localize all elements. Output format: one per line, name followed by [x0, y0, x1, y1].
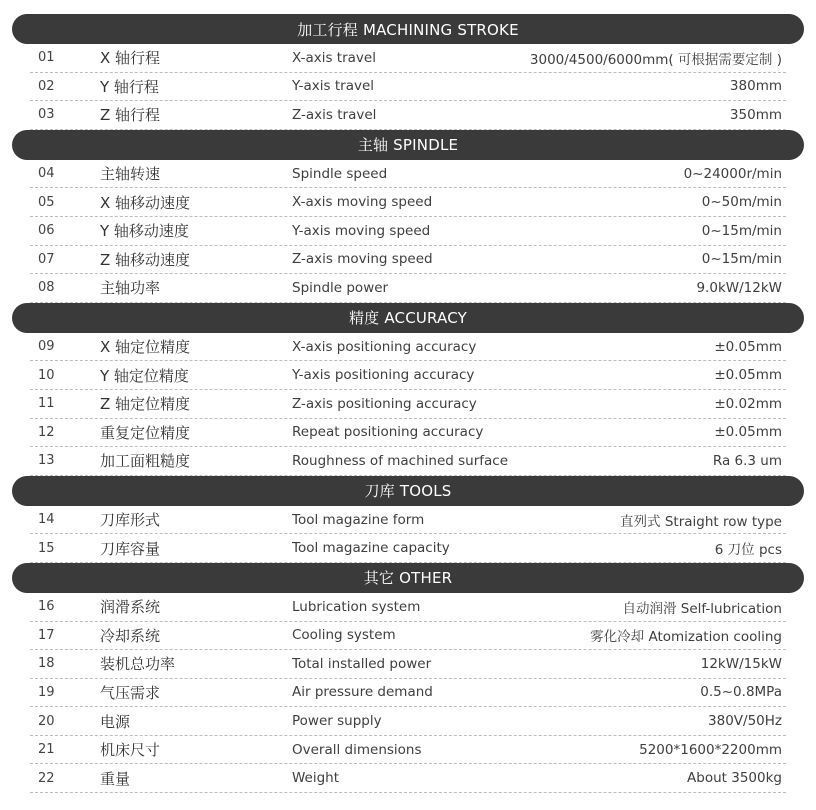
- row-label-en: X-axis positioning accuracy: [292, 338, 477, 355]
- spec-row: [30, 736, 786, 765]
- row-label-en: Lubrication system: [292, 598, 421, 615]
- spec-row: [30, 506, 786, 535]
- row-number: 19: [38, 684, 55, 700]
- row-value: 0.5~0.8MPa: [700, 684, 782, 701]
- row-label-en: Z-axis moving speed: [292, 251, 433, 268]
- spec-row: [30, 160, 786, 189]
- section-rows-other: [30, 593, 786, 793]
- section-rows-tools: [30, 506, 786, 563]
- row-value: 直列式 Straight row type: [620, 513, 782, 530]
- row-label-cn: 主轴功率: [100, 279, 161, 298]
- row-number: 04: [38, 166, 55, 182]
- row-label-cn: 主轴转速: [100, 165, 161, 184]
- row-label-cn: Z 轴定位精度: [100, 395, 191, 414]
- spec-row: [30, 333, 786, 362]
- row-label-en: Cooling system: [292, 627, 396, 644]
- spec-row: [30, 390, 786, 419]
- row-label-cn: 冷却系统: [100, 626, 161, 645]
- row-value: 380mm: [729, 78, 782, 95]
- row-label-cn: 润滑系统: [100, 598, 161, 617]
- spec-row: [30, 650, 786, 679]
- row-number: 01: [38, 50, 55, 66]
- row-value: 3000/4500/6000mm( 可根据需要定制 ): [529, 51, 782, 68]
- spec-row: [30, 764, 786, 793]
- row-label-cn: X 轴行程: [100, 49, 161, 68]
- row-label-cn: 装机总功率: [100, 655, 176, 674]
- row-number: 12: [38, 424, 55, 440]
- section-rows-accuracy: [30, 333, 786, 476]
- row-value: ±0.05mm: [714, 424, 782, 441]
- row-number: 03: [38, 107, 55, 123]
- row-number: 06: [38, 223, 55, 239]
- row-label-en: Roughness of machined surface: [292, 452, 509, 469]
- row-value: 0~15m/min: [701, 222, 782, 239]
- section-header-machining-stroke: 加工行程 MACHINING STROKE: [12, 14, 804, 44]
- spec-row: [30, 101, 786, 130]
- row-number: 16: [38, 599, 55, 615]
- spec-row: [30, 622, 786, 651]
- row-label-en: Y-axis moving speed: [292, 222, 431, 239]
- row-label-en: Power supply: [292, 713, 382, 730]
- row-value: 380V/50Hz: [708, 713, 782, 730]
- row-value: About 3500kg: [687, 770, 782, 787]
- row-value: 5200*1600*2200mm: [639, 741, 782, 758]
- row-number: 22: [38, 770, 55, 786]
- row-value: 9.0kW/12kW: [696, 279, 782, 296]
- row-number: 08: [38, 280, 55, 296]
- row-label-en: Total installed power: [292, 655, 432, 672]
- row-value: ±0.05mm: [714, 338, 782, 355]
- row-label-en: Weight: [292, 770, 340, 787]
- row-label-en: Y-axis positioning accuracy: [292, 367, 475, 384]
- row-label-cn: Y 轴移动速度: [100, 222, 189, 241]
- row-value: 0~15m/min: [701, 251, 782, 268]
- row-label-en: Air pressure demand: [292, 684, 433, 701]
- row-value: ±0.02mm: [714, 395, 782, 412]
- row-label-en: Repeat positioning accuracy: [292, 424, 484, 441]
- row-value: 350mm: [729, 106, 782, 123]
- row-label-cn: 刀库容量: [100, 539, 161, 558]
- spec-row: [30, 73, 786, 102]
- row-value: 雾化冷却 Atomization cooling: [590, 629, 782, 646]
- row-number: 14: [38, 512, 55, 528]
- section-header-other: 其它 OTHER: [12, 563, 804, 593]
- section-header-tools: 刀库 TOOLS: [12, 476, 804, 506]
- row-label-en: X-axis moving speed: [292, 194, 433, 211]
- row-value: Ra 6.3 um: [712, 452, 782, 469]
- row-value: ±0.05mm: [714, 367, 782, 384]
- row-label-cn: 刀库形式: [100, 511, 161, 530]
- section-header-accuracy: 精度 ACCURACY: [12, 303, 804, 333]
- spec-row: [30, 44, 786, 73]
- row-label-en: Y-axis travel: [292, 78, 375, 95]
- row-label-en: Z-axis positioning accuracy: [292, 395, 477, 412]
- spec-row: [30, 274, 786, 303]
- row-number: 05: [38, 194, 55, 210]
- row-label-en: Tool magazine form: [292, 511, 425, 528]
- row-label-en: Z-axis travel: [292, 106, 377, 123]
- row-label-en: Spindle power: [292, 279, 389, 296]
- row-number: 10: [38, 367, 55, 383]
- row-label-cn: 机床尺寸: [100, 741, 161, 760]
- row-label-cn: 加工面粗糙度: [100, 452, 191, 471]
- row-label-en: Overall dimensions: [292, 741, 422, 758]
- spec-row: [30, 447, 786, 476]
- spec-row: [30, 534, 786, 563]
- spec-row: [30, 419, 786, 448]
- row-label-cn: Y 轴行程: [100, 77, 159, 96]
- row-number: 21: [38, 742, 55, 758]
- section-rows-spindle: [30, 160, 786, 303]
- row-label-cn: X 轴定位精度: [100, 338, 191, 357]
- row-number: 09: [38, 339, 55, 355]
- row-number: 20: [38, 713, 55, 729]
- row-label-cn: 重复定位精度: [100, 423, 191, 442]
- spec-row: [30, 361, 786, 390]
- spec-row: [30, 246, 786, 275]
- section-header-spindle: 主轴 SPINDLE: [12, 130, 804, 160]
- row-number: 15: [38, 540, 55, 556]
- row-label-cn: X 轴移动速度: [100, 193, 191, 212]
- row-number: 02: [38, 78, 55, 94]
- row-number: 11: [38, 396, 55, 412]
- row-label-cn: 气压需求: [100, 683, 161, 702]
- row-label-cn: Z 轴移动速度: [100, 250, 191, 269]
- row-value: 12kW/15kW: [700, 655, 782, 672]
- row-value: 自动润滑 Self-lubrication: [622, 600, 782, 617]
- row-number: 17: [38, 627, 55, 643]
- row-label-en: Spindle speed: [292, 165, 388, 182]
- row-number: 18: [38, 656, 55, 672]
- row-label-cn: Z 轴行程: [100, 106, 161, 125]
- spec-row: [30, 188, 786, 217]
- row-label-en: X-axis travel: [292, 49, 376, 66]
- row-number: 07: [38, 251, 55, 267]
- row-value: 6 刀位 pcs: [714, 542, 782, 559]
- row-label-cn: 电源: [100, 712, 131, 731]
- spec-row: [30, 217, 786, 246]
- section-rows-machining-stroke: [30, 44, 786, 130]
- row-label-cn: Y 轴定位精度: [100, 366, 189, 385]
- row-label-cn: 重量: [100, 769, 131, 788]
- row-value: 0~24000r/min: [683, 165, 782, 182]
- spec-row: [30, 707, 786, 736]
- row-label-en: Tool magazine capacity: [292, 540, 450, 557]
- row-value: 0~50m/min: [701, 194, 782, 211]
- row-number: 13: [38, 453, 55, 469]
- spec-row: [30, 593, 786, 622]
- spec-row: [30, 679, 786, 708]
